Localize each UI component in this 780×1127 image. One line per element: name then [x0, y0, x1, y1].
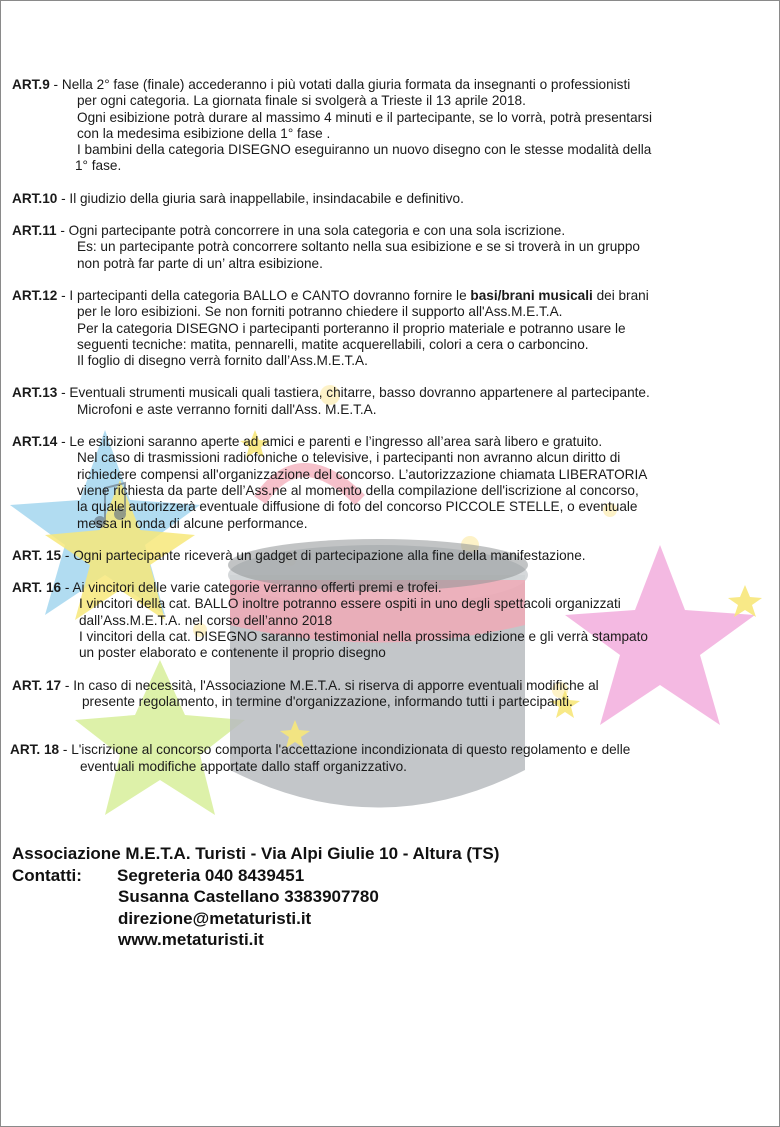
article-13: ART.13 - Eventuali strumenti musicali quali tastiera, chitarre, basso dovranno appartenere al partecipante. Microfoni e aste verranno forniti dall'Ass. M.E.T.A. [12, 385, 650, 417]
association-address: Associazione M.E.T.A. Turisti - Via Alpi Giulie 10 - Altura (TS) [12, 844, 500, 863]
contact-website: www.metaturisti.it [118, 930, 264, 949]
article-16: ART. 16 - Ai vincitori delle varie categorie verranno offerti premi e trofei. I vincitori della cat. BALLO inoltre potranno essere ospiti in uno degli spettacoli organizzati dall’Ass.M.E.T.A. nel corso dell’anno 2018 I vincitori della cat. DISEGNO saranno testimonial nella prossima edizione e gli verrà stampato un poster elaborato e contenente il proprio disegno [12, 580, 648, 661]
article-17: ART. 17 - In caso di necessità, l'Associazione M.E.T.A. si riserva di apporre eventuali modifiche al presente regolamento, in termine d'organizzazione, informando tutti i partecipanti. [12, 677, 599, 709]
article-18: ART. 18 - L'iscrizione al concorso comporta l'accettazione incondizionata di questo regolamento e delle eventuali modifiche apportate dallo staff organizzativo. [10, 742, 631, 774]
contact-person-phone: Susanna Castellano 3383907780 [118, 887, 379, 906]
regulation-text [12, 77, 752, 775]
contacts-label: Contatti: [12, 865, 82, 885]
contact-footer [12, 843, 499, 951]
article-9: ART.9 - Nella 2° fase (finale) accederanno i più votati dalla giuria formata da insegnanti o professionisti per ogni categoria. La giornata finale si svolgerà a Trieste il 13 aprile 2018. Ogni esibizione potrà durare al massimo 4 minuti e il partecipante, se lo vorrà, potrà presentarsi con la medesima esibizione della 1° fase . I bambini della categoria DISEGNO eseguiranno un nuovo disegno con le stesse modalità della 1° fase. [12, 77, 652, 174]
article-label: ART.9 [12, 77, 50, 92]
article-12: ART.12 - I partecipanti della categoria BALLO e CANTO dovranno fornire le basi/brani musicali dei brani per le loro esibizioni. Se non forniti potranno chiedere il supporto all'Ass.M.E.T.A. Per la categoria DISEGNO i partecipanti porteranno il proprio materiale e potranno usare le seguenti tecniche: matita, pennarelli, matite acquerellabili, colori a cera o carboncino. Il foglio di disegno verrà fornito dall’Ass.M.E.T.A. [12, 287, 649, 369]
article-10: ART.10 - Il giudizio della giuria sarà inappellabile, insindacabile e definitivo. [12, 190, 464, 206]
article-11: ART.11 - Ogni partecipante potrà concorrere in una sola categoria e con una sola iscrizione. Es: un partecipante potrà concorrere soltanto nella sua esibizione e se si troverà in un gruppo non potrà far parte di un’ altra esibizione. [12, 223, 640, 271]
secretariat-phone: Segreteria 040 8439451 [117, 865, 305, 885]
article-15: ART. 15 - Ogni partecipante riceverà un gadget di partecipazione alla fine della manifestazione. [12, 547, 586, 563]
article-14: ART.14 - Le esibizioni saranno aperte ad amici e parenti e l’ingresso all’area sarà libero e gratuito. Nel caso di trasmissioni radiofoniche o televisive, i partecipanti non avranno alcun diritto di richiedere compensi all'organizzazione del concorso. L’autorizzazione chiamata LIBERATORIA viene richiesta da parte dell’Ass.ne al momento della compilazione dell'iscrizione al concorso, la quale autorizzerà eventuale diffusione di foto del concorso PICCOLE STELLE, o eventuale messa in onda di alcune performance. [12, 434, 648, 531]
contact-email: direzione@metaturisti.it [118, 908, 312, 928]
